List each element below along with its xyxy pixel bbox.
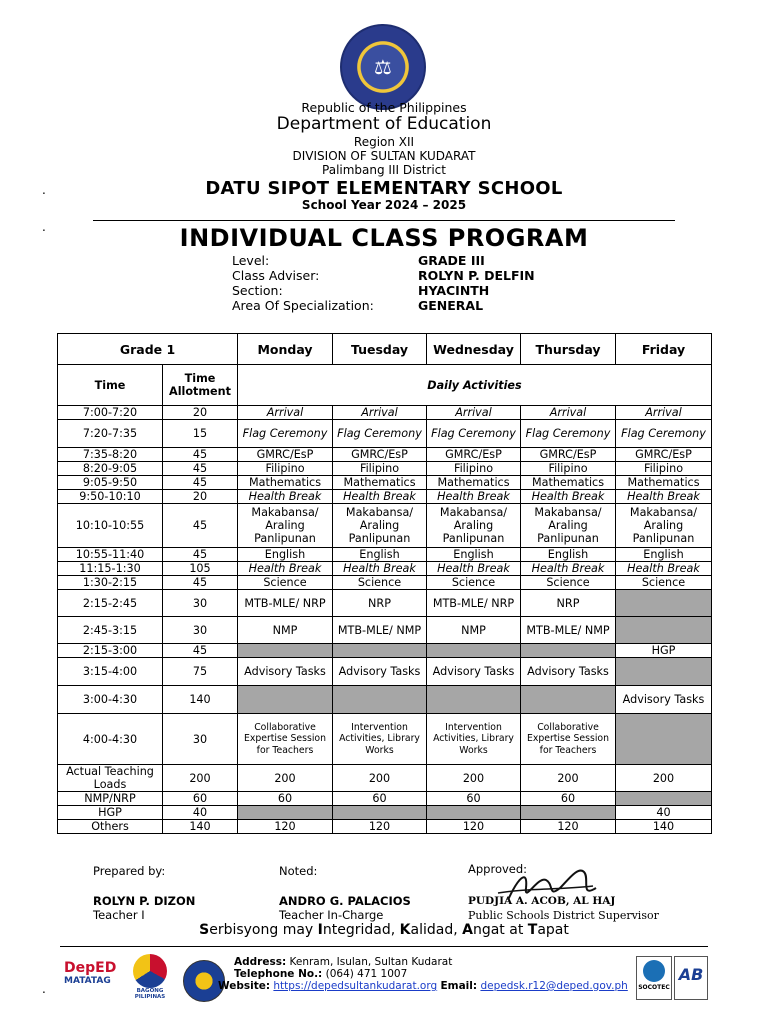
header-divider xyxy=(93,220,675,221)
activity-cell: 120 xyxy=(427,820,521,834)
activity-cell: Health Break xyxy=(521,490,616,504)
activity-cell: 200 xyxy=(616,765,712,792)
header-department: Department of Education xyxy=(276,114,492,134)
time-cell: 11:15-1:30 xyxy=(58,562,163,576)
blocked-cell xyxy=(238,686,333,714)
socotec-logo xyxy=(636,956,672,1000)
activity-cell: Health Break xyxy=(333,490,427,504)
activities-header: Daily Activities xyxy=(238,365,712,406)
allotment-cell: 45 xyxy=(163,448,238,462)
table-row xyxy=(58,504,712,548)
approved-label: Approved: xyxy=(468,862,528,876)
activity-cell: Science xyxy=(333,576,427,590)
activity-cell: Arrival xyxy=(521,406,616,420)
activity-cell: NMP xyxy=(427,617,521,644)
activity-cell: Health Break xyxy=(616,490,712,504)
day-header: Friday xyxy=(616,334,712,365)
activity-cell: Mathematics xyxy=(521,476,616,490)
adviser-value: ROLYN P. DELFIN xyxy=(418,268,535,283)
table-row xyxy=(58,617,712,644)
address-value: Kenram, Isulan, Sultan Kudarat xyxy=(289,956,453,968)
noted-label: Noted: xyxy=(279,864,318,878)
motto-initial: A xyxy=(462,922,473,938)
activity-cell: Collaborative Expertise Session for Teachers xyxy=(521,714,616,765)
school-name: DATU SIPOT ELEMENTARY SCHOOL xyxy=(205,178,563,199)
activity-cell: Makabansa/ Araling Panlipunan xyxy=(427,504,521,548)
activity-cell: Makabansa/ Araling Panlipunan xyxy=(616,504,712,548)
activity-cell: Arrival xyxy=(238,406,333,420)
table-row xyxy=(58,765,712,792)
activity-cell: Collaborative Expertise Session for Teachers xyxy=(238,714,333,765)
signature-image xyxy=(468,858,598,908)
allotment-header: Time Allotment xyxy=(163,365,238,406)
table-row xyxy=(58,448,712,462)
prepared-title: Teacher I xyxy=(93,908,145,922)
allotment-cell: 75 xyxy=(163,658,238,686)
activity-cell: Flag Ceremony xyxy=(333,420,427,448)
time-cell: 10:10-10:55 xyxy=(58,504,163,548)
time-cell: 10:55-11:40 xyxy=(58,548,163,562)
bullet-dot: . xyxy=(42,220,46,234)
table-row xyxy=(58,806,712,820)
level-value: GRADE III xyxy=(418,253,485,268)
allotment-cell: 45 xyxy=(163,644,238,658)
level-label: Level: xyxy=(232,253,270,268)
activity-cell: NRP xyxy=(333,590,427,617)
activity-cell: GMRC/EsP xyxy=(333,448,427,462)
activity-cell: Mathematics xyxy=(238,476,333,490)
allotment-cell: 30 xyxy=(163,590,238,617)
activity-cell: Arrival xyxy=(616,406,712,420)
activity-cell: Science xyxy=(427,576,521,590)
allotment-cell: 20 xyxy=(163,406,238,420)
header-republic: Republic of the Philippines xyxy=(301,100,467,115)
activity-cell: Arrival xyxy=(427,406,521,420)
motto-initial: T xyxy=(527,922,538,938)
activity-cell: Advisory Tasks xyxy=(616,686,712,714)
area-label: Area Of Specialization: xyxy=(232,298,374,313)
allotment-cell: 45 xyxy=(163,476,238,490)
table-row xyxy=(58,576,712,590)
blocked-cell xyxy=(521,644,616,658)
noted-name: ANDRO G. PALACIOS xyxy=(279,894,411,908)
time-cell: NMP/NRP xyxy=(58,792,163,806)
motto-word: alidad, xyxy=(410,922,463,938)
allotment-cell: 30 xyxy=(163,714,238,765)
activity-cell: Makabansa/ Araling Panlipunan xyxy=(333,504,427,548)
activity-cell: Health Break xyxy=(427,490,521,504)
address-label: Address: xyxy=(234,956,287,968)
activity-cell: Arrival xyxy=(333,406,427,420)
time-cell: 7:35-8:20 xyxy=(58,448,163,462)
allotment-cell: 45 xyxy=(163,548,238,562)
activity-cell: Advisory Tasks xyxy=(333,658,427,686)
table-row xyxy=(58,644,712,658)
header-region: Region XII xyxy=(353,135,415,149)
blocked-cell xyxy=(427,806,521,820)
activity-cell: HGP xyxy=(616,644,712,658)
grade-header: Grade 1 xyxy=(58,334,238,365)
activity-cell: Makabansa/ Araling Panlipunan xyxy=(521,504,616,548)
table-row xyxy=(58,462,712,476)
activity-cell: 60 xyxy=(238,792,333,806)
activity-cell: 60 xyxy=(333,792,427,806)
time-header: Time xyxy=(58,365,163,406)
allotment-cell: 45 xyxy=(163,504,238,548)
activity-cell: English xyxy=(427,548,521,562)
blocked-cell xyxy=(616,590,712,617)
noted-title: Teacher In-Charge xyxy=(279,908,384,922)
activity-cell: MTB-MLE/ NRP xyxy=(238,590,333,617)
table-row xyxy=(58,590,712,617)
section-value: HYACINTH xyxy=(418,283,490,298)
activity-cell: Science xyxy=(616,576,712,590)
day-header: Thursday xyxy=(521,334,616,365)
activity-cell: 200 xyxy=(238,765,333,792)
activity-cell: MTB-MLE/ NMP xyxy=(521,617,616,644)
allotment-cell: 45 xyxy=(163,576,238,590)
activity-cell: Flag Ceremony xyxy=(427,420,521,448)
table-row xyxy=(58,420,712,448)
activity-cell: Health Break xyxy=(238,490,333,504)
allotment-cell: 40 xyxy=(163,806,238,820)
activity-cell: 60 xyxy=(521,792,616,806)
email-label: Email: xyxy=(440,980,478,992)
allotment-cell: 140 xyxy=(163,686,238,714)
allotment-cell: 15 xyxy=(163,420,238,448)
blocked-cell xyxy=(616,658,712,686)
time-cell: 8:20-9:05 xyxy=(58,462,163,476)
motto xyxy=(0,922,768,938)
activity-cell: Advisory Tasks xyxy=(521,658,616,686)
area-value: GENERAL xyxy=(418,298,484,313)
table-row xyxy=(58,686,712,714)
activity-cell: Flag Ceremony xyxy=(521,420,616,448)
header-district: Palimbang III District xyxy=(322,163,446,177)
prepared-label: Prepared by: xyxy=(93,864,166,878)
blocked-cell xyxy=(238,806,333,820)
blocked-cell xyxy=(616,714,712,765)
table-row xyxy=(58,562,712,576)
prepared-name: ROLYN P. DIZON xyxy=(93,894,196,908)
time-cell: 4:00-4:30 xyxy=(58,714,163,765)
day-header: Wednesday xyxy=(427,334,521,365)
activity-cell: GMRC/EsP xyxy=(427,448,521,462)
phone-label: Telephone No.: xyxy=(234,968,323,980)
socotec-emblem-icon xyxy=(643,960,665,982)
activity-cell: Flag Ceremony xyxy=(238,420,333,448)
website-link[interactable]: https://depedsultankudarat.org xyxy=(273,980,438,992)
bullet-dot: . xyxy=(42,183,46,197)
time-cell: Others xyxy=(58,820,163,834)
activity-cell: GMRC/EsP xyxy=(238,448,333,462)
activity-cell: English xyxy=(333,548,427,562)
motto-word: erbisyong may xyxy=(209,922,318,938)
activity-cell: Mathematics xyxy=(333,476,427,490)
table-row xyxy=(58,406,712,420)
activity-cell: 120 xyxy=(521,820,616,834)
allotment-cell: 30 xyxy=(163,617,238,644)
activity-cell: 120 xyxy=(238,820,333,834)
activity-cell: 60 xyxy=(427,792,521,806)
allotment-cell: 105 xyxy=(163,562,238,576)
allotment-cell: 140 xyxy=(163,820,238,834)
activity-cell: 200 xyxy=(521,765,616,792)
time-cell: 7:20-7:35 xyxy=(58,420,163,448)
motto-word: ngat at xyxy=(472,922,528,938)
table-row xyxy=(58,476,712,490)
motto-initial: I xyxy=(317,922,323,938)
time-cell: 1:30-2:15 xyxy=(58,576,163,590)
activity-cell: English xyxy=(238,548,333,562)
class-info xyxy=(232,253,535,313)
activity-cell: Health Break xyxy=(333,562,427,576)
time-cell: 2:15-2:45 xyxy=(58,590,163,617)
activity-cell: 40 xyxy=(616,806,712,820)
activity-cell: MTB-MLE/ NMP xyxy=(333,617,427,644)
document-title: INDIVIDUAL CLASS PROGRAM xyxy=(179,224,589,252)
activity-cell: Filipino xyxy=(333,462,427,476)
activity-cell: Filipino xyxy=(616,462,712,476)
time-cell: 9:50-10:10 xyxy=(58,490,163,504)
phone-value: (064) 471 1007 xyxy=(325,968,408,980)
deped-seal-icon: ⚖ xyxy=(340,24,426,110)
activity-cell: Science xyxy=(238,576,333,590)
allotment-cell: 60 xyxy=(163,792,238,806)
motto-initial: K xyxy=(399,922,411,938)
blocked-cell xyxy=(616,617,712,644)
activity-cell: Health Break xyxy=(521,562,616,576)
time-cell: Actual Teaching Loads xyxy=(58,765,163,792)
activity-cell: English xyxy=(521,548,616,562)
motto-word: apat xyxy=(537,922,569,938)
matatag-logo-text: MATATAG xyxy=(64,976,111,986)
table-row xyxy=(58,792,712,806)
bagong-pilipinas-logo xyxy=(122,954,178,1000)
deped-logo-text: DepED xyxy=(64,960,117,976)
email-link[interactable]: depedsk.r12@deped.gov.ph xyxy=(480,980,628,992)
activity-cell: English xyxy=(616,548,712,562)
activity-cell: Intervention Activities, Library Works xyxy=(427,714,521,765)
time-cell: HGP xyxy=(58,806,163,820)
blocked-cell xyxy=(521,806,616,820)
time-cell: 3:15-4:00 xyxy=(58,658,163,686)
activity-cell: Health Break xyxy=(616,562,712,576)
blocked-cell xyxy=(521,686,616,714)
activity-cell: NRP xyxy=(521,590,616,617)
website-label: Website: xyxy=(218,980,271,992)
activity-cell: Mathematics xyxy=(427,476,521,490)
activity-cell: Health Break xyxy=(427,562,521,576)
school-year: School Year 2024 – 2025 xyxy=(301,198,467,212)
deped-matatag-logo xyxy=(64,960,120,1000)
table-row xyxy=(58,490,712,504)
day-header: Tuesday xyxy=(333,334,427,365)
motto-initial: S xyxy=(199,922,210,938)
activity-cell: Flag Ceremony xyxy=(616,420,712,448)
activity-cell: NMP xyxy=(238,617,333,644)
time-cell: 7:00-7:20 xyxy=(58,406,163,420)
activity-cell: 140 xyxy=(616,820,712,834)
activity-cell: 120 xyxy=(333,820,427,834)
activity-cell: Filipino xyxy=(521,462,616,476)
activity-cell: Health Break xyxy=(238,562,333,576)
blocked-cell xyxy=(333,686,427,714)
activity-cell: Intervention Activities, Library Works xyxy=(333,714,427,765)
footer-divider xyxy=(60,946,708,947)
blocked-cell xyxy=(238,644,333,658)
flag-emblem-icon xyxy=(133,954,167,988)
header-row xyxy=(58,365,712,406)
approved-title: Public Schools District Supervisor xyxy=(468,909,659,922)
activity-cell: GMRC/EsP xyxy=(616,448,712,462)
bagong-pilipinas-text: BAGONG PILIPINAS xyxy=(134,988,166,1000)
activity-cell: MTB-MLE/ NRP xyxy=(427,590,521,617)
activity-cell: 200 xyxy=(427,765,521,792)
header-division: DIVISION OF SULTAN KUDARAT xyxy=(292,149,476,163)
activity-cell: Advisory Tasks xyxy=(427,658,521,686)
blocked-cell xyxy=(427,644,521,658)
allotment-cell: 20 xyxy=(163,490,238,504)
contact-info xyxy=(218,956,628,992)
blocked-cell xyxy=(427,686,521,714)
table-row xyxy=(58,714,712,765)
table-row xyxy=(58,820,712,834)
accreditation-logo xyxy=(674,956,708,1000)
ab-logo-text: AB xyxy=(678,965,704,984)
day-header: Monday xyxy=(238,334,333,365)
allotment-cell: 45 xyxy=(163,462,238,476)
blocked-cell xyxy=(333,644,427,658)
socotec-text: SOCOTEC xyxy=(638,984,670,991)
header-row xyxy=(58,334,712,365)
activity-cell: 200 xyxy=(333,765,427,792)
allotment-cell: 200 xyxy=(163,765,238,792)
activity-cell: GMRC/EsP xyxy=(521,448,616,462)
blocked-cell xyxy=(333,806,427,820)
activity-cell: Filipino xyxy=(427,462,521,476)
motto-word: ntegridad, xyxy=(322,922,400,938)
bullet-dot: . xyxy=(42,982,46,996)
adviser-label: Class Adviser: xyxy=(232,268,320,283)
table-row xyxy=(58,548,712,562)
time-cell: 2:15-3:00 xyxy=(58,644,163,658)
table-row xyxy=(58,658,712,686)
activity-cell: Science xyxy=(521,576,616,590)
time-cell: 2:45-3:15 xyxy=(58,617,163,644)
blocked-cell xyxy=(616,792,712,806)
activity-cell: Advisory Tasks xyxy=(238,658,333,686)
schedule-table xyxy=(57,333,712,834)
time-cell: 3:00-4:30 xyxy=(58,686,163,714)
activity-cell: Makabansa/ Araling Panlipunan xyxy=(238,504,333,548)
activity-cell: Mathematics xyxy=(616,476,712,490)
approved-name: PUDJIA A. ACOB, AL HAJ xyxy=(468,895,616,907)
activity-cell: Filipino xyxy=(238,462,333,476)
section-label: Section: xyxy=(232,283,283,298)
time-cell: 9:05-9:50 xyxy=(58,476,163,490)
